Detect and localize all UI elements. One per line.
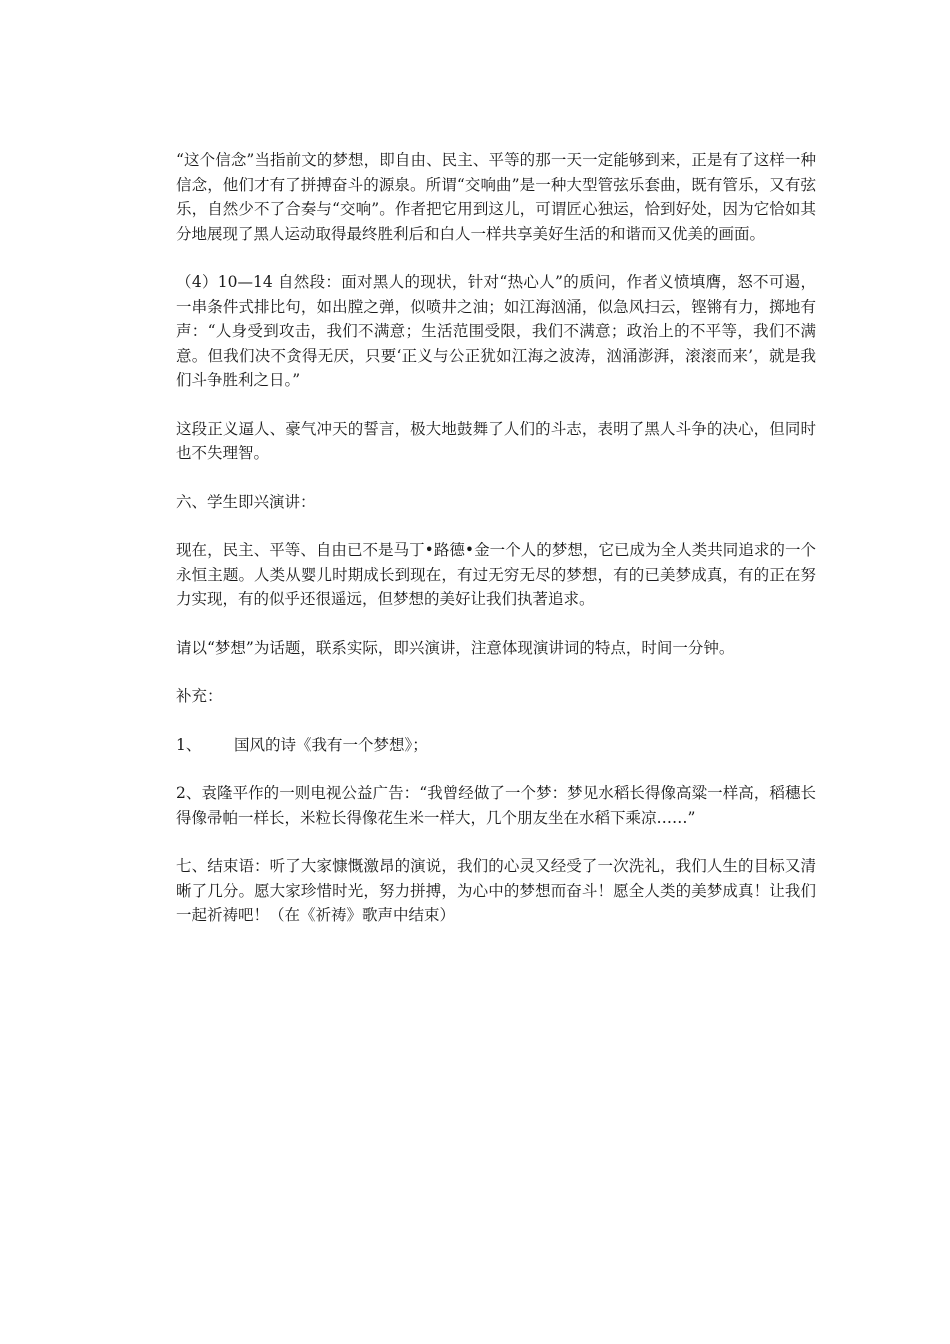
list-item-number: 1、 xyxy=(176,735,202,754)
paragraph-yuan-longping: 2、袁隆平作的一则电视公益广告：“我曾经做了一个梦：梦见水稻长得像高粱一样高，稻穗长得像帚帕一样长，米粒长得像花生米一样大，几个朋友坐在水稻下乘凉……” xyxy=(176,784,816,827)
document-body xyxy=(176,148,816,952)
paragraph-speech-instruction: 请以“梦想”为话题，联系实际，即兴演讲，注意体现演讲词的特点，时间一分钟。 xyxy=(176,638,735,657)
list-item-text: 国风的诗《我有一个梦想》； xyxy=(234,735,428,754)
paragraph-section-10-14: （4）10—14 自然段：面对黑人的现状，针对“热心人”的质问，作者义愤填膺，怒不可遏，一串条件式排比句，如出膛之弹，似喷井之油；如江海汹涌，似急风扫云，铿锵有力，掷地有声：“人身受到攻击，我们不满意；生活范围受限，我们不满意；政治上的不平等，我们不满意。但我们决不贪得无厌，只要‘正义与公正犹如江海之波涛，汹涌澎湃，滚滚而来’，就是我们斗争胜利之日。” xyxy=(176,273,816,389)
paragraph-oath-comment: 这段正义逼人、豪气冲天的誓言，极大地鼓舞了人们的斗志，表明了黑人斗争的决心，但同时也不失理智。 xyxy=(176,419,816,462)
paragraph-dream-theme: 现在，民主、平等、自由已不是马丁•路德•金一个人的梦想，它已成为全人类共同追求的一个永恒主题。人类从婴儿时期成长到现在，有过无穷无尽的梦想，有的已美梦成真，有的正在努力实现，有的似乎还很遥远，但梦想的美好让我们执著追求。 xyxy=(176,541,816,608)
paragraph-closing: 七、结束语：听了大家慷慨激昂的演说，我们的心灵又经受了一次洗礼，我们人生的目标又清晰了几分。愿大家珍惜时光，努力拼搏，为心中的梦想而奋斗！愿全人类的美梦成真！让我们一起祈祷吧！（在《祈祷》歌声中结束） xyxy=(176,857,816,924)
paragraph-belief-explanation: “这个信念”当指前文的梦想，即自由、民主、平等的那一天一定能够到来，正是有了这样一种信念，他们才有了拼搏奋斗的源泉。所谓“交响曲”是一种大型管弦乐套曲，既有管乐，又有弦乐，自然少不了合奏与“交响”。作者把它用到这儿，可谓匠心独运，恰到好处，因为它恰如其分地展现了黑人运动取得最终胜利后和白人一样共享美好生活的和谐而又优美的画面。 xyxy=(176,151,816,243)
list-item xyxy=(176,733,816,758)
paragraph-supplement-heading: 补充： xyxy=(176,687,223,705)
section-heading-speech: 六、学生即兴演讲： xyxy=(176,492,316,511)
